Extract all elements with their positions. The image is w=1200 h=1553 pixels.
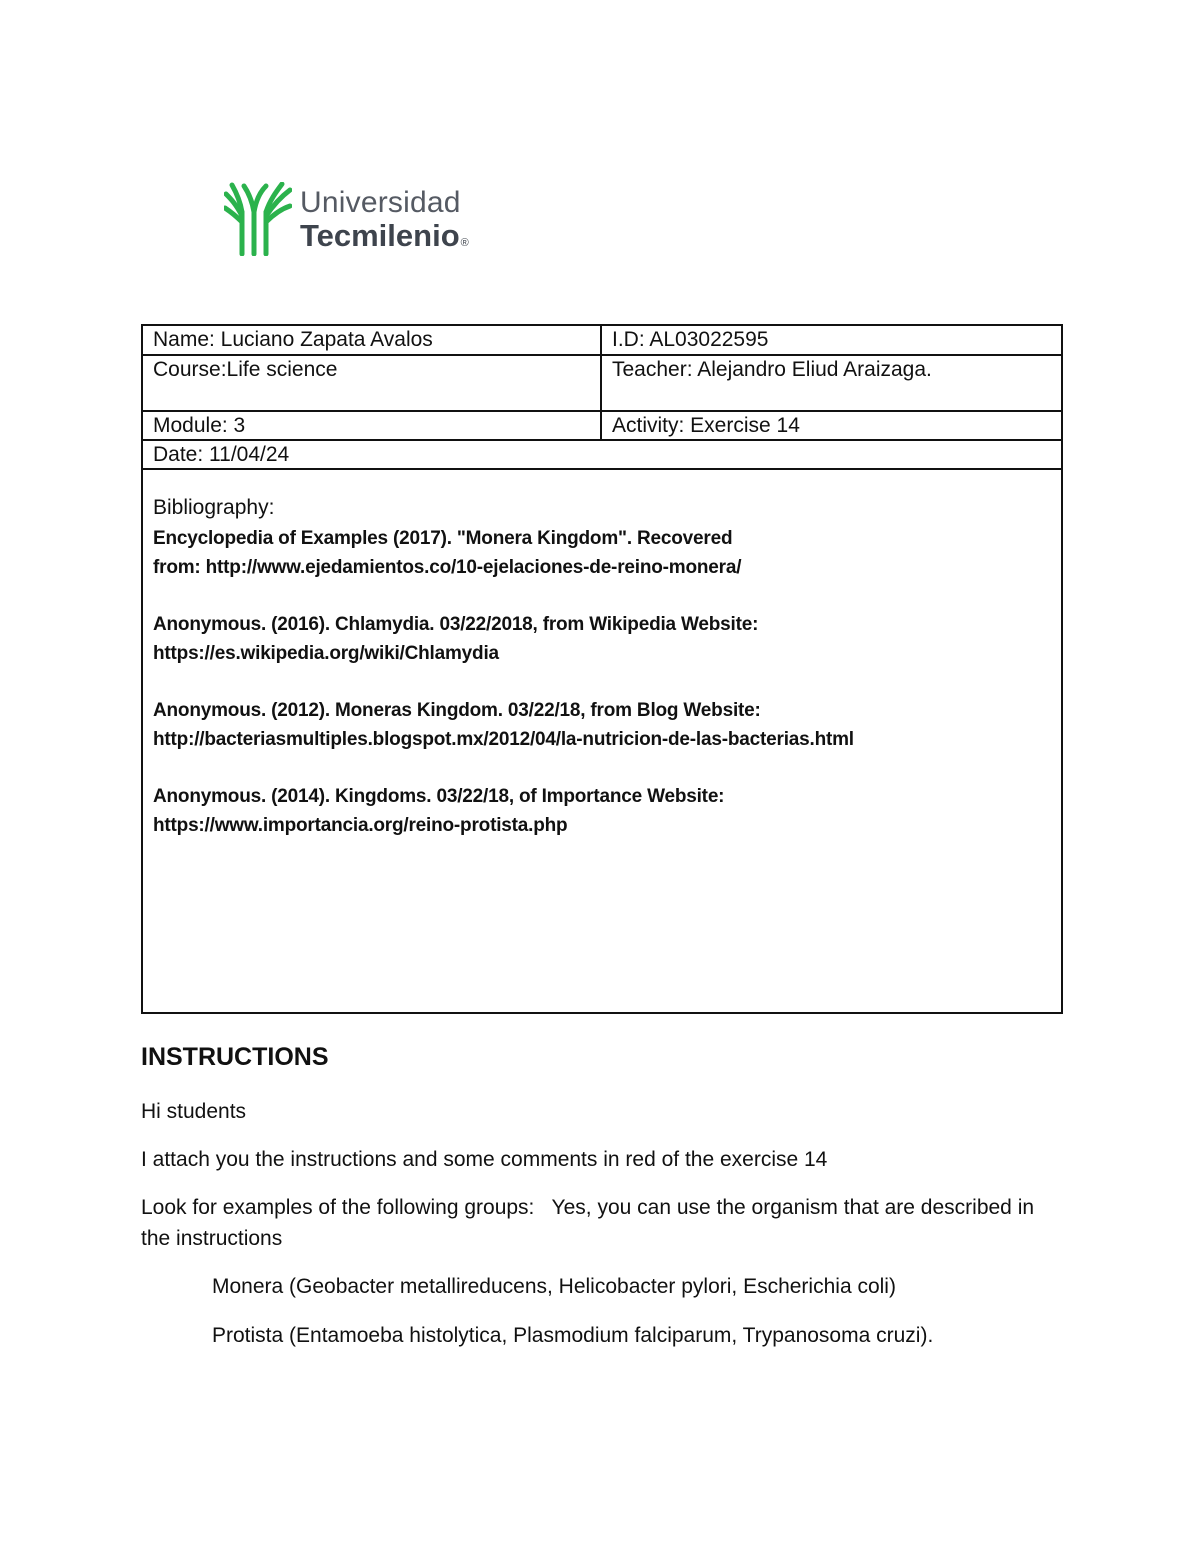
student-info-table [141, 324, 1063, 1014]
teacher-cell: Teacher: Alejandro Eliud Araizaga. [601, 355, 1062, 411]
instructions-look-for-text: Look for examples of the following groups: Yes, you can use the organism that are described in the instructions [141, 1196, 1040, 1250]
registered-mark: ® [460, 237, 469, 249]
bibliography-cell [142, 469, 1062, 1013]
logo-tecmilenio-text: Tecmilenio [300, 218, 460, 253]
bibliography-entry-line: Anonymous. (2012). Moneras Kingdom. 03/22/18, from Blog Website: [153, 700, 761, 721]
bibliography-entry-link: from: http://www.ejedamientos.co/10-ejelaciones-de-reino-monera/ [153, 557, 742, 578]
bibliography-entry [153, 610, 1051, 668]
bibliography-entry-line: Anonymous. (2014). Kingdoms. 03/22/18, of Importance Website: [153, 786, 725, 807]
instructions-section [141, 1040, 1061, 1369]
bibliography-entry [153, 782, 1051, 840]
student-name-cell: Name: Luciano Zapata Avalos [142, 325, 601, 355]
activity-cell: Activity: Exercise 14 [601, 411, 1062, 440]
table-row [142, 355, 1062, 411]
logo-line-universidad: Universidad [300, 186, 461, 219]
date-cell: Date: 11/04/24 [142, 440, 1062, 469]
bibliography-entry-link: https://www.importancia.org/reino-protista.php [153, 815, 568, 836]
instructions-attach-text: I attach you the instructions and some comments in red of the exercise 14 [141, 1148, 828, 1171]
table-row [142, 411, 1062, 440]
university-logo [224, 182, 484, 258]
tecmilenio-leaf-icon [224, 182, 292, 256]
bibliography-entry-line: Anonymous. (2016). Chlamydia. 03/22/2018, from Wikipedia Website: [153, 614, 759, 635]
module-cell: Module: 3 [142, 411, 601, 440]
bibliography-entry-line: Encyclopedia of Examples (2017). "Monera Kingdom". Recovered [153, 528, 733, 549]
bibliography-entry [153, 524, 1051, 582]
bibliography-heading: Bibliography: [153, 496, 275, 519]
table-row [142, 469, 1062, 1013]
protista-examples: Protista (Entamoeba histolytica, Plasmodium falciparum, Trypanosoma cruzi). [212, 1324, 934, 1347]
monera-examples: Monera (Geobacter metallireducens, Helicobacter pylori, Escherichia coli) [212, 1275, 896, 1298]
logo-wordmark [300, 188, 469, 251]
bibliography-entry [153, 696, 1051, 754]
instructions-title: INSTRUCTIONS [141, 1043, 329, 1071]
table-row [142, 440, 1062, 469]
course-cell: Course:Life science [142, 355, 601, 411]
bibliography-entry-link: https://es.wikipedia.org/wiki/Chlamydia [153, 643, 499, 664]
instructions-greeting: Hi students [141, 1100, 247, 1123]
logo-line-tecmilenio [300, 220, 469, 251]
bibliography-entry-link: http://bacteriasmultiples.blogspot.mx/2012/04/la-nutricion-de-las-bacterias.html [153, 729, 854, 750]
student-id-cell: I.D: AL03022595 [601, 325, 1062, 355]
table-row [142, 325, 1062, 355]
